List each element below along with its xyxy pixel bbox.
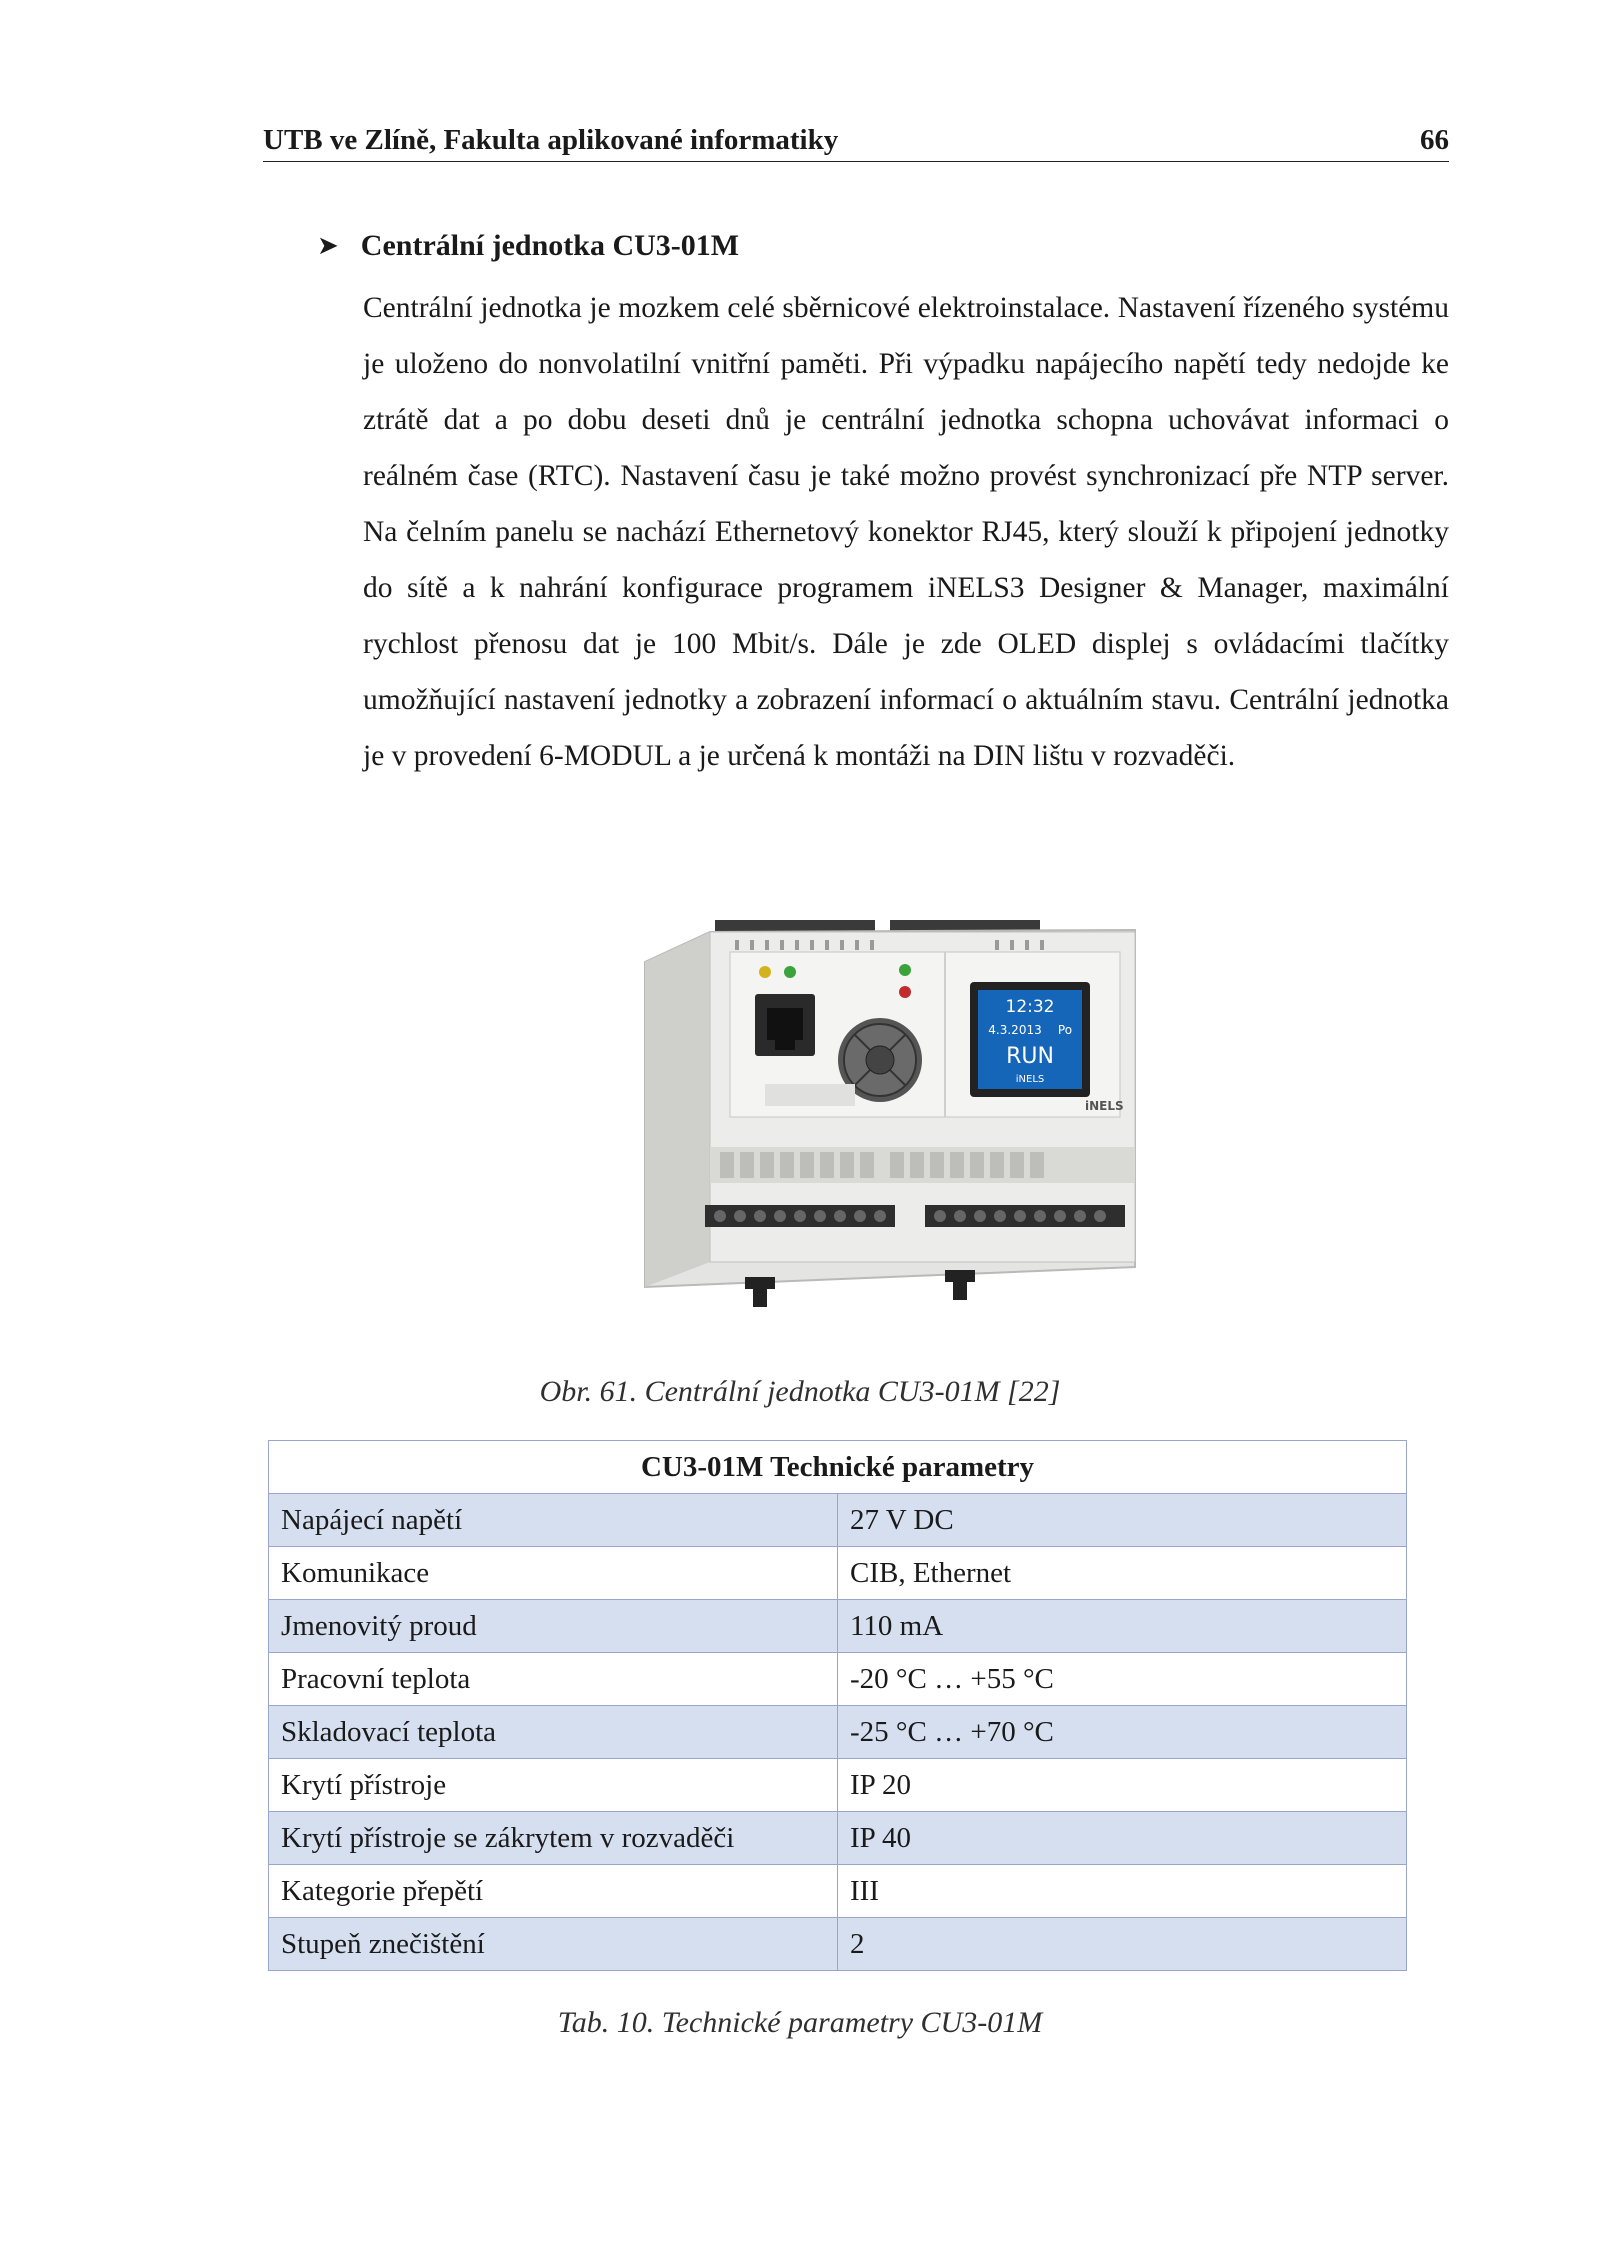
table-cell-value: 2	[838, 1918, 1407, 1971]
display-status: RUN	[1006, 1044, 1054, 1069]
page-header	[263, 122, 1449, 162]
table-row	[269, 1600, 1407, 1653]
table-title: CU3-01M Technické parametry	[269, 1441, 1407, 1494]
table-title-row	[269, 1441, 1407, 1494]
table-cell-value: IP 40	[838, 1812, 1407, 1865]
display-date: 4.3.2013	[988, 1023, 1042, 1037]
table-row	[269, 1865, 1407, 1918]
led-green-icon	[784, 966, 796, 978]
table-row	[269, 1653, 1407, 1706]
header-title: UTB ve Zlíně, Fakulta aplikované informatiky	[263, 124, 839, 156]
section-heading-text: Centrální jednotka CU3-01M	[360, 229, 740, 262]
parameters-table	[268, 1440, 1407, 1971]
table-cell-parameter: Skladovací teplota	[269, 1706, 838, 1759]
led-yellow-icon	[759, 966, 771, 978]
table-cell-value: -20 °C … +55 °C	[838, 1653, 1407, 1706]
table-row	[269, 1494, 1407, 1547]
table-cell-parameter: Krytí přístroje se zákrytem v rozvaděči	[269, 1812, 838, 1865]
display-time: 12:32	[1005, 997, 1055, 1017]
table-row	[269, 1812, 1407, 1865]
table-cell-value: -25 °C … +70 °C	[838, 1706, 1407, 1759]
table-caption: Tab. 10. Technické parametry CU3-01M	[557, 2006, 1043, 2039]
table-cell-parameter: Napájecí napětí	[269, 1494, 838, 1547]
table-row	[269, 1706, 1407, 1759]
oled-display	[970, 982, 1090, 1097]
page-number: 66	[1420, 124, 1449, 156]
table-cell-value: IP 20	[838, 1759, 1407, 1812]
arrow-right-icon: ➤	[317, 231, 339, 260]
table-cell-parameter: Stupeň znečištění	[269, 1918, 838, 1971]
led-red-icon	[899, 986, 911, 998]
table-row	[269, 1547, 1407, 1600]
table-cell-parameter: Pracovní teplota	[269, 1653, 838, 1706]
table-row	[269, 1918, 1407, 1971]
table-cell-parameter: Jmenovitý proud	[269, 1600, 838, 1653]
table-cell-parameter: Komunikace	[269, 1547, 838, 1600]
ethernet-port-icon	[755, 994, 815, 1056]
table-cell-value: CIB, Ethernet	[838, 1547, 1407, 1600]
figure-caption: Obr. 61. Centrální jednotka CU3-01M [22]	[539, 1375, 1061, 1408]
device-brand-logo: iNELS	[1085, 1099, 1124, 1113]
table-cell-parameter: Kategorie přepětí	[269, 1865, 838, 1918]
table-cell-value: 110 mA	[838, 1600, 1407, 1653]
display-brand: iNELS	[1015, 1074, 1045, 1085]
table-cell-parameter: Krytí přístroje	[269, 1759, 838, 1812]
device-image	[615, 912, 1205, 1352]
table-row	[269, 1759, 1407, 1812]
table-cell-value: III	[838, 1865, 1407, 1918]
led-green-icon	[899, 964, 911, 976]
section-paragraph: Centrální jednotka je mozkem celé sběrnicové elektroinstalace. Nastavení řízeného systému je uloženo do nonvolatilní vnitřní paměti. Při výpadku napájecího napětí tedy nedojde ke ztrátě dat a po dobu deseti dnů je centrální jednotka schopna uchovávat informaci o reálném čase (RTC). Nastavení času je také možno provést synchronizací pře NTP server. Na čelním panelu se nachází Ethernetový konektor RJ45, který slouží k připojení jednotky do sítě a k nahrání konfigurace programem iNELS3 Designer & Manager, maximální rychlost přenosu dat je 100 Mbit/s. Dále je zde OLED displej s ovládacími tlačítky umožňující nastavení jednotky a zobrazení informací o aktuálním stavu. Centrální jednotka je v provedení 6-MODUL a je určená k montáži na DIN lištu v rozvaděči.	[363, 292, 1449, 772]
display-day: Po	[1057, 1023, 1073, 1037]
section-heading	[317, 229, 739, 263]
table-cell-value: 27 V DC	[838, 1494, 1407, 1547]
